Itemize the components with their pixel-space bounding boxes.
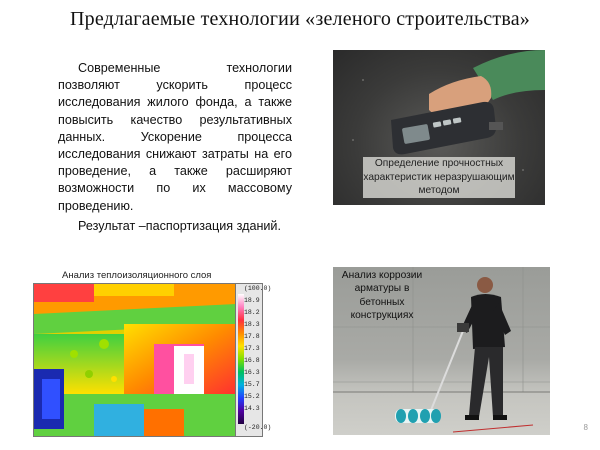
scale-label: 14.3 bbox=[244, 405, 260, 412]
scale-label: 18.2 bbox=[244, 309, 260, 316]
photo2-caption: Анализ коррозии арматуры в бетонных конструкциях bbox=[341, 270, 423, 322]
scale-label: 18.9 bbox=[244, 297, 260, 304]
slide-title: Предлагаемые технологии «зеленого строительства» bbox=[69, 8, 530, 30]
thermal-image-illustration bbox=[34, 284, 236, 436]
photo-corrosion-analysis bbox=[333, 267, 550, 435]
thermogram-image bbox=[33, 283, 272, 437]
scale-label: (100.0) bbox=[244, 285, 272, 292]
scale-label: (-20.0) bbox=[244, 424, 272, 431]
photo1-caption: Определение прочностных характеристик неразрушающим методом bbox=[363, 158, 515, 196]
scale-label: 16.8 bbox=[244, 357, 260, 364]
body-text bbox=[58, 60, 292, 235]
scale-label: 17.3 bbox=[244, 345, 260, 352]
paragraph-technologies: Современные технологии позволяют ускорить процесс исследования жилого фонда, а также повысить качество результативных данных. Ускорение процесса исследования снижают затраты на его проведение, а также расширяют возможности по их массовому проведению. bbox=[58, 61, 292, 213]
paragraph-result: Результат –паспортизация зданий. bbox=[78, 218, 281, 233]
scale-label: 15.7 bbox=[244, 381, 260, 388]
scale-label: 16.3 bbox=[244, 369, 260, 376]
temperature-scale bbox=[235, 284, 272, 436]
page-number: 8 bbox=[583, 423, 588, 432]
photo-strength-testing bbox=[333, 50, 545, 205]
scale-label: 15.2 bbox=[244, 393, 260, 400]
scale-label: 17.8 bbox=[244, 333, 260, 340]
scale-label: 18.3 bbox=[244, 321, 260, 328]
thermogram-label: Анализ теплоизоляционного слоя bbox=[62, 270, 212, 281]
